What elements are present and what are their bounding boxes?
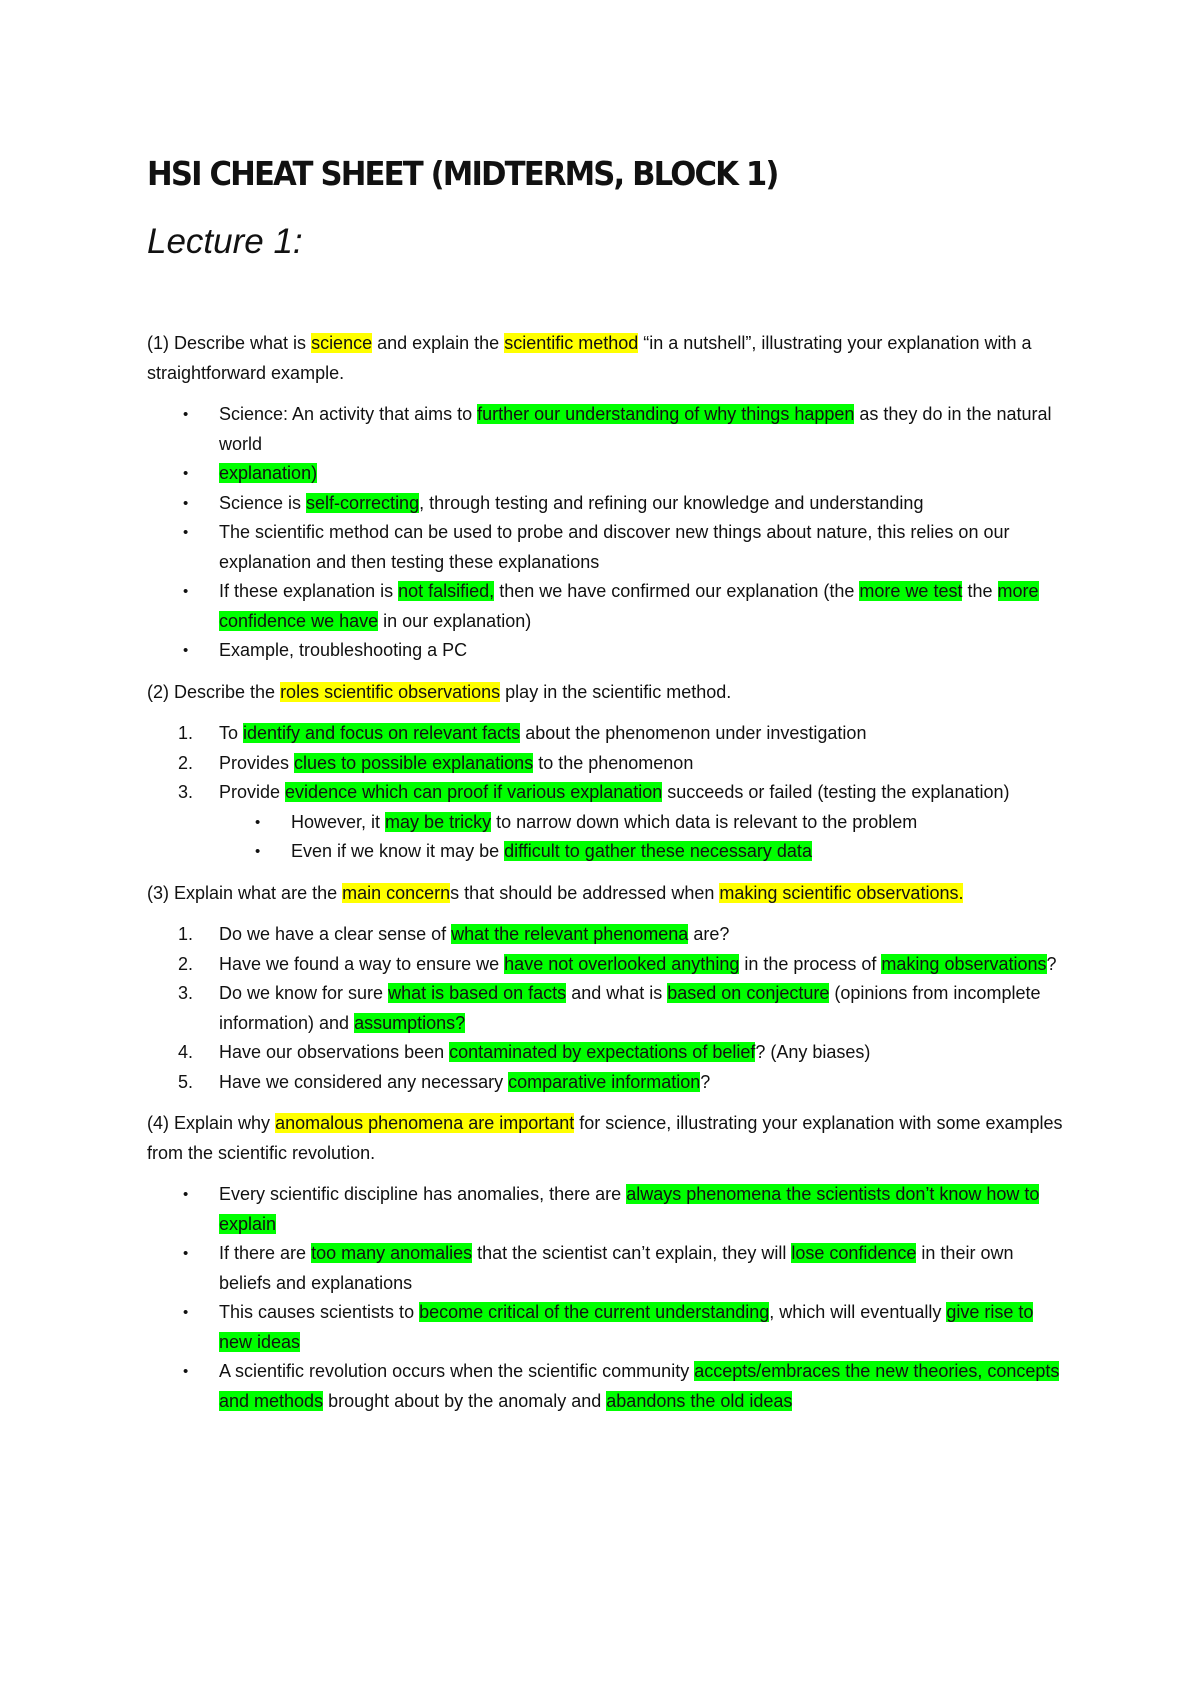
text-run: (2) Describe the — [147, 681, 281, 702]
highlighted-term: main concern — [342, 882, 451, 903]
highlighted-text: making observations — [881, 953, 1047, 974]
list-item — [147, 489, 1067, 519]
bullet-icon: • — [183, 583, 189, 600]
text-run: Have our observations been — [219, 1042, 450, 1062]
text-run: Provides — [219, 752, 295, 773]
text-run: However, it — [291, 811, 386, 832]
question-4-bullets — [147, 1180, 1067, 1416]
highlighted-text: abandons the old ideas — [606, 1390, 793, 1411]
highlighted-text: always phenomena the scientists don’t know how to explain — [219, 1184, 1040, 1234]
highlighted-text: too many anomalies — [311, 1243, 473, 1263]
list-item — [147, 636, 1067, 666]
highlighted-term: roles scientific observations — [280, 681, 501, 702]
list-number: 3. — [178, 983, 194, 1003]
text-run: , which will eventually — [769, 1302, 947, 1322]
text-run: in their own beliefs and explanations — [219, 1243, 1014, 1293]
lecture-heading: Lecture 1: — [147, 222, 303, 261]
list-item — [147, 1180, 1067, 1239]
highlighted-term: science — [311, 333, 373, 353]
bullet-icon: • — [183, 642, 189, 659]
list-number: 2. — [178, 953, 194, 974]
text-run: (1) Describe what is — [147, 333, 312, 353]
text-run: Even if we know it may be — [291, 841, 505, 861]
list-item — [147, 1298, 1067, 1357]
list-number: 5. — [178, 1071, 194, 1092]
text-run: Provide — [219, 782, 286, 802]
list-item — [147, 459, 1067, 489]
highlighted-text: more confidence we have — [219, 581, 1039, 631]
text-run: to the phenomenon — [533, 752, 694, 773]
list-item — [147, 950, 1067, 980]
list-number: 2. — [178, 752, 194, 773]
text-run: succeeds or failed (testing the explanation) — [662, 782, 1010, 802]
text-run: to narrow down which data is relevant to the problem — [491, 811, 918, 832]
sub-bullets — [219, 808, 1067, 867]
highlighted-text: evidence which can proof if various explanation — [285, 782, 663, 802]
text-run: play in the scientific method. — [500, 681, 732, 702]
bullet-icon: • — [183, 1186, 189, 1203]
list-number: 1. — [178, 924, 194, 944]
question-2-list — [147, 719, 1067, 867]
text-run: ? — [700, 1071, 711, 1092]
list-item — [147, 719, 1067, 749]
bullet-icon: • — [183, 524, 189, 541]
text-run: Have we found a way to ensure we — [219, 953, 505, 974]
text-run: as they do in the natural world — [219, 404, 1052, 454]
highlighted-text: self-correcting — [306, 492, 420, 513]
list-item — [147, 518, 1067, 577]
text-run: ? — [1046, 953, 1057, 974]
list-number: 1. — [178, 723, 194, 743]
bullet-icon: • — [183, 1245, 189, 1262]
highlighted-text: more we test — [859, 581, 963, 601]
bullet-icon: • — [183, 465, 189, 482]
list-item — [147, 920, 1067, 950]
list-item — [147, 1038, 1067, 1068]
text-run: To — [219, 723, 244, 743]
text-run: Do we have a clear sense of — [219, 924, 452, 944]
document-page — [147, 150, 1067, 1416]
text-run: The scientific method can be used to probe and discover new things about nature, this relies on our explanation and then testing these explanations — [219, 522, 1010, 572]
list-item — [147, 1357, 1067, 1416]
bullet-icon: • — [255, 843, 261, 860]
highlighted-term: anomalous phenomena are important — [275, 1113, 575, 1133]
text-run: (4) Explain why — [147, 1113, 276, 1133]
question-2-section — [147, 678, 1067, 867]
highlighted-text: contaminated by expectations of belief — [449, 1042, 756, 1062]
list-item — [147, 1068, 1067, 1098]
text-run: then we have confirmed our explanation (the — [494, 581, 860, 601]
question-1-bullets — [147, 400, 1067, 666]
text-run: that the scientist can’t explain, they will — [472, 1243, 792, 1263]
text-run: If there are — [219, 1243, 312, 1263]
highlighted-text: what is based on facts — [388, 983, 567, 1003]
highlighted-text: assumptions? — [354, 1012, 466, 1033]
text-run: in the process of — [739, 953, 882, 974]
highlighted-text: identify and focus on relevant facts — [243, 723, 521, 743]
text-run: (opinions from incomplete information) and — [219, 983, 1041, 1033]
document-title: HSI CHEAT SHEET (MIDTERMS, BLOCK 1) — [147, 154, 778, 193]
text-run: If these explanation is — [219, 581, 399, 601]
text-run: ? (Any biases) — [755, 1042, 871, 1062]
highlighted-text: based on conjecture — [667, 983, 830, 1003]
question-3-section — [147, 879, 1067, 1098]
highlighted-text: difficult to gather these necessary data — [504, 841, 812, 861]
sub-list-item — [219, 808, 1067, 838]
text-run: , through testing and refining our knowledge and understanding — [419, 492, 924, 513]
list-item — [147, 979, 1067, 1038]
list-item — [147, 1239, 1067, 1298]
list-number: 4. — [178, 1042, 194, 1062]
list-item — [147, 778, 1067, 867]
highlighted-text: not falsified, — [398, 581, 495, 601]
question-4-section — [147, 1109, 1067, 1416]
text-run: and explain the — [372, 333, 505, 353]
highlighted-text: have not overlooked anything — [504, 953, 740, 974]
highlighted-text: what the relevant phenomena — [451, 924, 689, 944]
text-run: Example, troubleshooting a PC — [219, 640, 468, 660]
list-item — [147, 749, 1067, 779]
list-number: 3. — [178, 782, 194, 802]
bullet-icon: • — [183, 1363, 189, 1380]
text-run: Do we know for sure — [219, 983, 389, 1003]
text-run: Have we considered any necessary — [219, 1071, 509, 1092]
text-run: in our explanation) — [378, 610, 532, 631]
list-item — [147, 577, 1067, 636]
highlighted-text: further our understanding of why things happen — [477, 404, 855, 424]
bullet-icon: • — [183, 494, 189, 512]
bullet-icon: • — [183, 406, 189, 423]
highlighted-text: may be tricky — [385, 811, 492, 832]
text-run: are? — [688, 924, 730, 944]
text-run: Every scientific discipline has anomalies, there are — [219, 1184, 627, 1204]
bullet-icon: • — [183, 1304, 189, 1321]
highlighted-term: making scientific observations. — [719, 882, 964, 903]
question-2-text — [147, 678, 1067, 708]
text-run: and what is — [566, 983, 668, 1003]
sub-list-item — [219, 837, 1067, 867]
text-run: brought about by the anomaly and — [323, 1390, 607, 1411]
text-run: (3) Explain what are the — [147, 882, 343, 903]
highlighted-text: accepts/embraces the new theories, concepts and methods — [219, 1361, 1060, 1411]
text-run: about the phenomenon under investigation — [520, 723, 867, 743]
highlighted-text: explanation) — [219, 463, 318, 483]
text-run: the — [962, 581, 998, 601]
question-1-text — [147, 329, 1067, 388]
text-run: s that should be addressed when — [450, 882, 720, 903]
text-run: for science, illustrating your explanation with some examples from the scientific revolution. — [147, 1113, 1063, 1163]
highlighted-text: lose confidence — [791, 1243, 917, 1263]
text-run: Science is — [219, 492, 307, 513]
bullet-icon: • — [255, 813, 261, 831]
text-run: A scientific revolution occurs when the scientific community — [219, 1361, 695, 1381]
highlighted-text: comparative information — [508, 1071, 701, 1092]
question-4-text — [147, 1109, 1067, 1168]
question-3-text — [147, 879, 1067, 909]
text-run: This causes scientists to — [219, 1302, 420, 1322]
highlighted-text: clues to possible explanations — [294, 752, 534, 773]
highlighted-text: become critical of the current understanding — [419, 1302, 770, 1322]
question-3-list — [147, 920, 1067, 1097]
highlighted-text: give rise to new ideas — [219, 1302, 1034, 1352]
question-1-section — [147, 329, 1067, 666]
text-run: “in a nutshell”, illustrating your explanation with a straightforward example. — [147, 333, 1032, 383]
list-item — [147, 400, 1067, 459]
text-run: Science: An activity that aims to — [219, 404, 478, 424]
highlighted-term: scientific method — [504, 333, 639, 353]
